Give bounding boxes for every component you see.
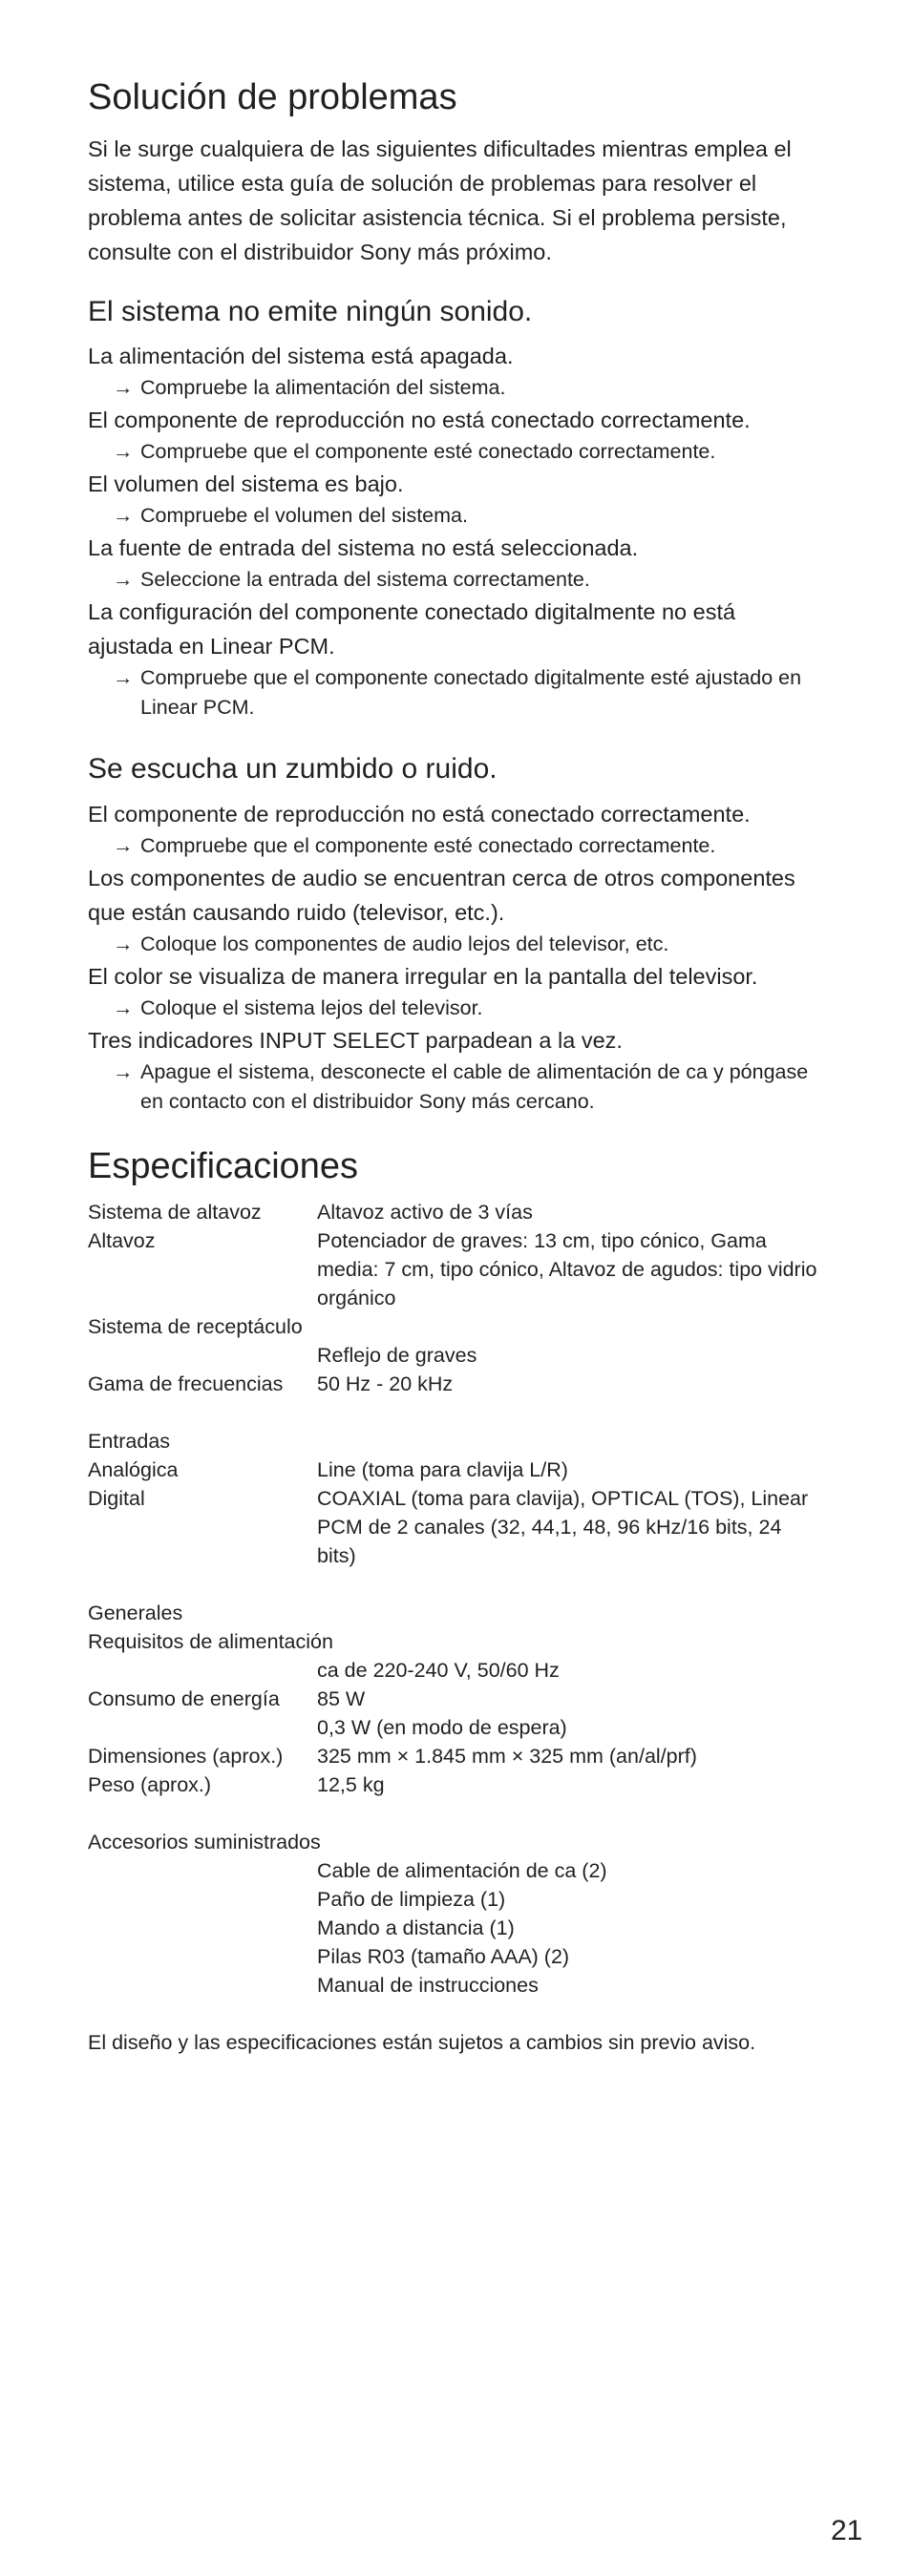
section-heading: Se escucha un zumbido o ruido. (88, 753, 498, 785)
troubleshooting-intro: Si le surge cualquiera de las siguientes dificultades mientras emplea el sistema, utilice esta guía de solución de problemas para resolver el problema antes de solicitar asistencia técnica. Si el problema persiste, consulte con el distribuidor Sony más próximo. (88, 136, 792, 264)
problem-remedy (88, 1058, 823, 1117)
spec-row (88, 1312, 823, 1370)
spec-row (88, 1484, 823, 1570)
spec-row (88, 1770, 823, 1799)
spec-row (88, 1370, 823, 1398)
problem-cause: El componente de reproducción no está conectado correctamente. (88, 801, 751, 827)
spec-row (88, 1198, 823, 1226)
specifications-note: El diseño y las especificaciones están sujetos a cambios sin previo aviso. (88, 2031, 756, 2055)
problem-cause: Los componentes de audio se encuentran cerca de otros componentes que están causando ruido (televisor, etc.). (88, 865, 795, 925)
spec-row (88, 1427, 823, 1456)
spec-row (88, 1599, 823, 1627)
remedy-text: Compruebe que el componente conectado digitalmente esté ajustado en Linear PCM. (140, 666, 802, 720)
page-content (88, 76, 823, 2057)
spec-value: ca de 220-240 V, 50/60 Hz (317, 1659, 560, 1683)
remedy-text: Compruebe que el componente esté conectado correctamente. (140, 833, 716, 857)
spec-value: Manual de instrucciones (317, 1974, 539, 1998)
spec-group-gap (88, 1398, 823, 1427)
problem-cause: Tres indicadores INPUT SELECT parpadean a la vez. (88, 1027, 623, 1053)
remedy-text: Compruebe que el componente esté conectado correctamente. (140, 440, 716, 464)
problem-remedy (88, 437, 823, 467)
arrow-right-icon: → (113, 995, 134, 1019)
specifications-title: Especificaciones (88, 1145, 359, 1186)
remedy-text: Compruebe el volumen del sistema. (140, 504, 468, 528)
specifications-table (88, 1198, 823, 2000)
arrow-right-icon: → (113, 504, 134, 528)
spec-value: 50 Hz - 20 kHz (317, 1372, 454, 1396)
spec-value: Paño de limpieza (1) (317, 1888, 506, 1912)
spec-value: 85 W (317, 1687, 366, 1711)
problem-cause: El volumen del sistema es bajo. (88, 471, 404, 497)
spec-value: Pilas R03 (tamaño AAA) (2) (317, 1945, 570, 1969)
remedy-text: Coloque los componentes de audio lejos del televisor, etc. (140, 932, 669, 955)
problem-remedy (88, 663, 823, 723)
spec-label: Digital (88, 1487, 145, 1511)
spec-group-gap (88, 1570, 823, 1599)
remedy-text: Coloque el sistema lejos del televisor. (140, 995, 483, 1019)
section-heading: El sistema no emite ningún sonido. (88, 295, 533, 327)
spec-label: Sistema de receptáculo (88, 1315, 303, 1339)
problem-remedy (88, 930, 823, 959)
spec-label: Sistema de altavoz (88, 1201, 262, 1225)
spec-value: Line (toma para clavija L/R) (317, 1458, 568, 1482)
spec-row (88, 1456, 823, 1484)
spec-row (88, 1226, 823, 1312)
spec-value: COAXIAL (toma para clavija), OPTICAL (TOS), Linear PCM de 2 canales (32, 44,1, 48, 96 kHz/16 bits, 24 bits) (317, 1487, 809, 1568)
spec-label: Entradas (88, 1430, 171, 1454)
arrow-right-icon: → (113, 568, 134, 592)
spec-label: Generales (88, 1602, 183, 1625)
problem-remedy (88, 565, 823, 595)
spec-value: Reflejo de graves (317, 1344, 477, 1368)
spec-value: Potenciador de graves: 13 cm, tipo cónico, Gama media: 7 cm, tipo cónico, Altavoz de agudos: tipo vidrio orgánico (317, 1229, 817, 1310)
problem-remedy (88, 994, 823, 1023)
arrow-right-icon: → (113, 833, 134, 857)
arrow-right-icon: → (113, 932, 134, 955)
problem-remedy (88, 831, 823, 861)
spec-value: 12,5 kg (317, 1773, 385, 1797)
remedy-text: Apague el sistema, desconecte el cable de alimentación de ca y póngase en contacto con el distribuidor Sony más cercano. (140, 1059, 809, 1113)
arrow-right-icon: → (113, 666, 134, 690)
problem-remedy (88, 501, 823, 531)
spec-row (88, 1685, 823, 1742)
spec-row (88, 1742, 823, 1770)
spec-label: Accesorios suministrados (88, 1831, 321, 1854)
remedy-text: Compruebe la alimentación del sistema. (140, 376, 506, 400)
spec-label: Gama de frecuencias (88, 1372, 284, 1396)
page-number: 21 (831, 2515, 863, 2546)
problem-cause: El color se visualiza de manera irregular en la pantalla del televisor. (88, 963, 758, 989)
arrow-right-icon: → (113, 1059, 134, 1083)
spec-label: Dimensiones (aprox.) (88, 1745, 284, 1769)
spec-row (88, 1828, 823, 2000)
spec-value: 0,3 W (en modo de espera) (317, 1716, 567, 1740)
troubleshooting-section (88, 751, 823, 1117)
problem-cause: La configuración del componente conectado digitalmente no está ajustada en Linear PCM. (88, 599, 736, 660)
problem-cause: La alimentación del sistema está apagada. (88, 344, 514, 369)
troubleshooting-section (88, 294, 823, 723)
spec-value: Mando a distancia (1) (317, 1916, 515, 1940)
spec-value: 325 mm × 1.845 mm × 325 mm (an/al/prf) (317, 1745, 697, 1769)
spec-label: Peso (aprox.) (88, 1773, 212, 1797)
problem-remedy (88, 373, 823, 403)
spec-row (88, 1627, 823, 1685)
troubleshooting-title: Solución de problemas (88, 77, 457, 117)
problem-cause: El componente de reproducción no está conectado correctamente. (88, 408, 751, 433)
spec-value: Altavoz activo de 3 vías (317, 1201, 533, 1225)
spec-group-gap (88, 1799, 823, 1828)
troubleshooting-sections (88, 294, 823, 1117)
remedy-text: Seleccione la entrada del sistema correctamente. (140, 568, 590, 592)
spec-value: Cable de alimentación de ca (2) (317, 1859, 607, 1883)
spec-label: Altavoz (88, 1229, 156, 1253)
arrow-right-icon: → (113, 440, 134, 464)
spec-label: Requisitos de alimentación (88, 1630, 333, 1654)
spec-label: Analógica (88, 1458, 179, 1482)
spec-label: Consumo de energía (88, 1687, 280, 1711)
problem-cause: La fuente de entrada del sistema no está seleccionada. (88, 535, 639, 561)
arrow-right-icon: → (113, 376, 134, 400)
